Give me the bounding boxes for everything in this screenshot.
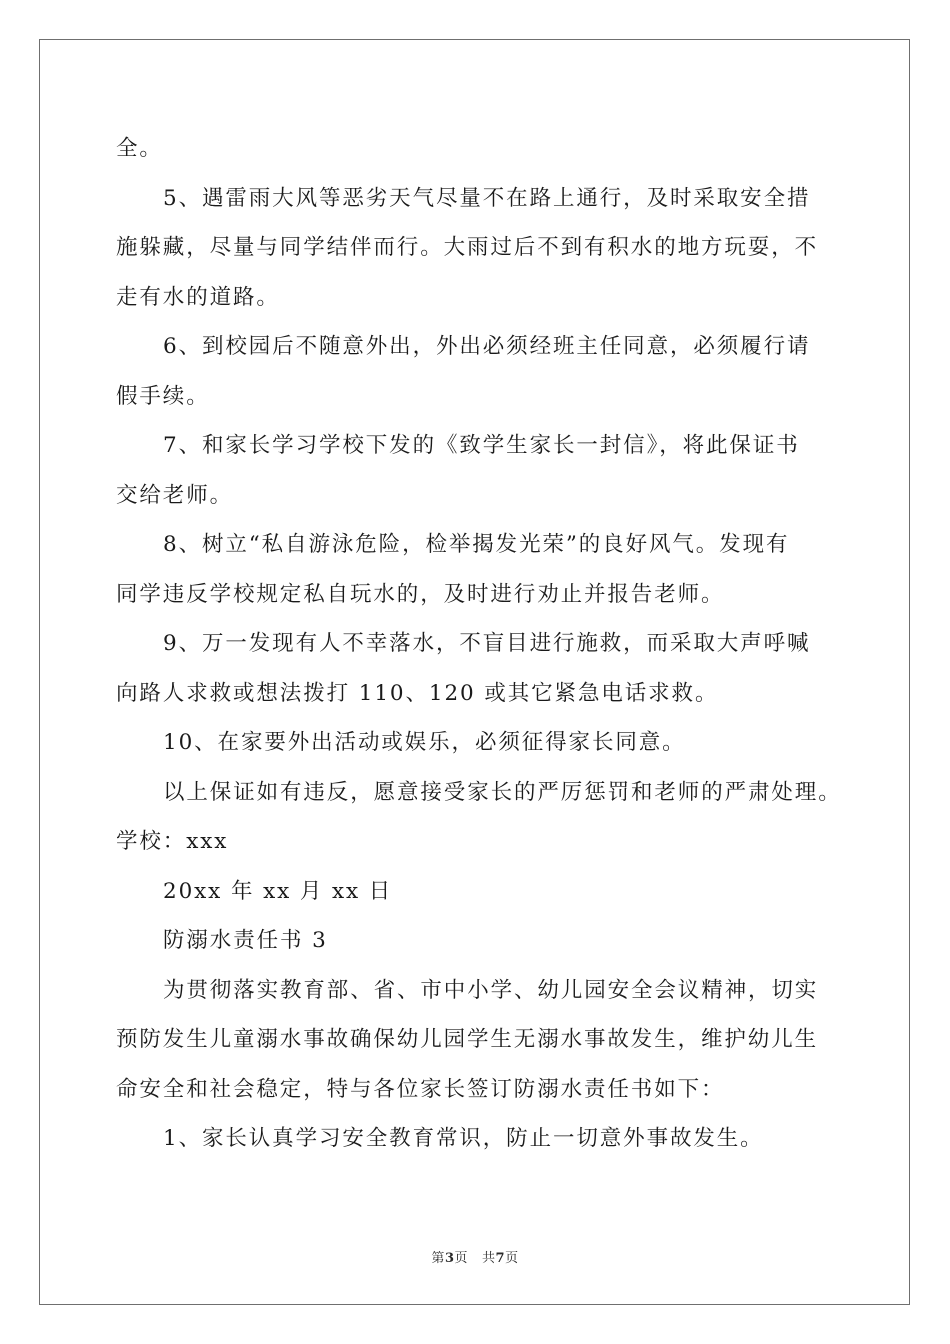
- body-line-11: 9、万一发现有人不幸落水，不盲目进行施救，而采取大声呼喊: [163, 631, 811, 656]
- body-line-2: 5、遇雷雨大风等恶劣天气尽量不在路上通行，及时采取安全措: [163, 185, 811, 211]
- total-pages: 7: [495, 1251, 506, 1266]
- body-line-20: 命安全和社会稳定，特与各位家长签订防溺水责任书如下：: [116, 1076, 725, 1102]
- page-number: 3: [444, 1251, 455, 1266]
- body-line-10: 同学违反学校规定私自玩水的，及时进行劝止并报告老师。: [116, 581, 725, 607]
- body-line-5: 6、到校园后不随意外出，外出必须经班主任同意，必须履行请: [163, 334, 811, 359]
- page-label-suffix: 页: [454, 1251, 468, 1266]
- body-line-19: 预防发生儿童溺水事故确保幼儿园学生无溺水事故发生，维护幼儿生: [116, 1027, 819, 1052]
- body-line-8: 交给老师。: [116, 482, 234, 508]
- body-line-6: 假手续。: [116, 383, 210, 409]
- body-line-3: 施躲藏，尽量与同学结伴而行。大雨过后不到有积水的地方玩耍，不: [116, 235, 819, 260]
- body-line-4: 走有水的道路。: [116, 284, 280, 310]
- total-label-prefix: 共: [482, 1251, 496, 1266]
- page-footer: [0, 1247, 950, 1266]
- body-line-21: 1、家长认真学习安全教育常识，防止一切意外事故发生。: [163, 1126, 764, 1151]
- section-heading: 防溺水责任书 3: [163, 928, 328, 953]
- document-body: [116, 124, 844, 1164]
- body-line-7: 7、和家长学习学校下发的《致学生家长一封信》，将此保证书: [163, 433, 800, 458]
- total-label-suffix: 页: [505, 1251, 519, 1266]
- body-line-18: 为贯彻落实教育部、省、市中小学、幼儿园安全会议精神，切实: [163, 977, 819, 1003]
- body-line-9: 8、树立“私自游泳危险，检举揭发光荣”的良好风气。发现有: [163, 532, 790, 557]
- body-line-13: 10、在家要外出活动或娱乐，必须征得家长同意。: [163, 730, 686, 755]
- date-line: 20xx 年 xx 月 xx 日: [163, 878, 393, 904]
- body-line-12: 向路人求救或想法拨打 110、120 或其它紧急电话求救。: [116, 680, 719, 706]
- body-line-1: 全。: [116, 136, 163, 161]
- body-line-14: 以上保证如有违反，愿意接受家长的严厉惩罚和老师的严肃处理。: [163, 779, 842, 805]
- school-signature-line: 学校：xxx: [116, 829, 229, 854]
- page-label-prefix: 第: [431, 1251, 445, 1266]
